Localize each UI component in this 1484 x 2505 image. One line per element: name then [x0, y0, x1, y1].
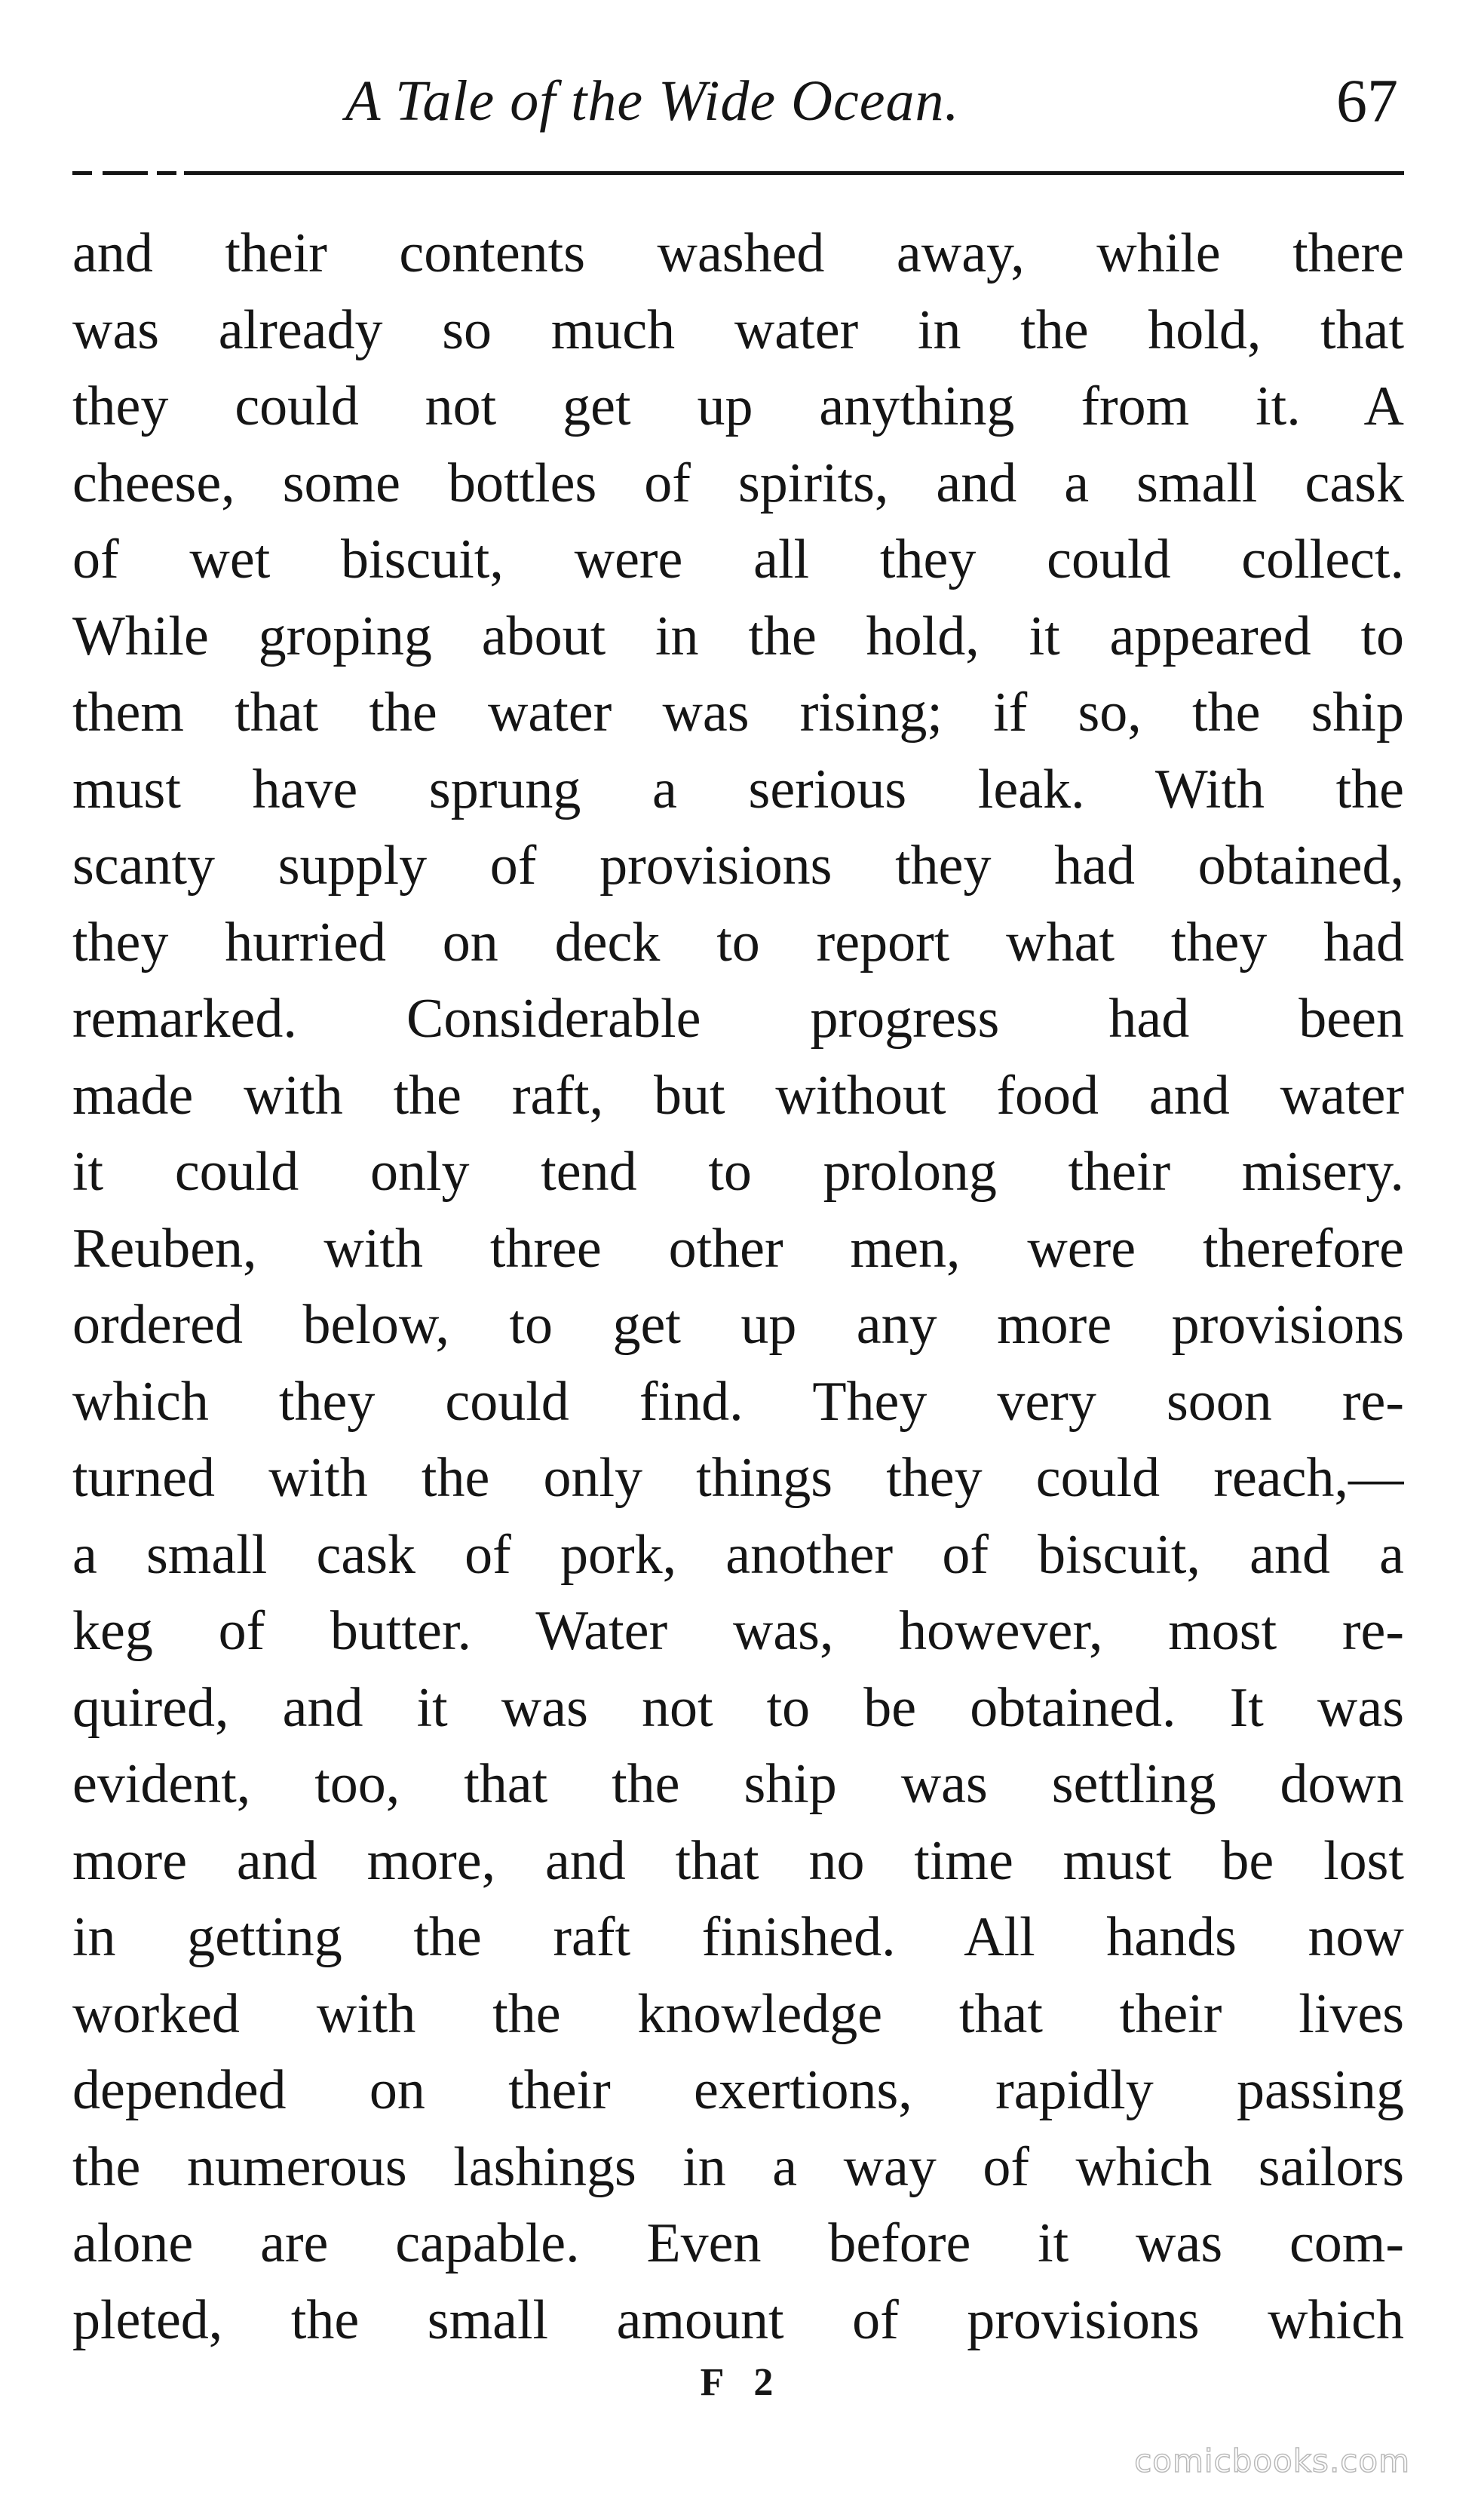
text-line: quired, and it was not to be obtained. It was [72, 1676, 1404, 1739]
running-title: A Tale of the Wide Ocean. [345, 69, 960, 133]
text-line: was already so much water in the hold, that [72, 299, 1404, 361]
header-rule [72, 171, 1404, 175]
text-line: them that the water was rising; if so, the ship [72, 682, 1404, 744]
text-line: of wet biscuit, were all they could collect. [72, 529, 1404, 590]
page-number: 67 [1336, 66, 1398, 135]
text-line: which they could find. They very soon re- [72, 1370, 1404, 1433]
watermark: comicbooks.com [1134, 2442, 1410, 2479]
signature-mark: F 2 [700, 2361, 784, 2404]
text-line: they hurried on deck to report what they had [72, 911, 1404, 973]
text-line: scanty supply of provisions they had obtained, [72, 835, 1404, 897]
text-line: must have sprung a serious leak. With the [72, 758, 1404, 820]
text-line: made with the raft, but without food and water [72, 1064, 1404, 1127]
text-line: Reuben, with three other men, were therefore [72, 1217, 1404, 1280]
text-line: remarked. Considerable progress had been [72, 988, 1404, 1050]
page-header [72, 56, 1403, 154]
text-line: ordered below, to get up any more provisions [72, 1294, 1404, 1356]
text-line: in getting the raft finished. All hands now [72, 1906, 1404, 1968]
body-text [72, 216, 1404, 2359]
text-line: evident, too, that the ship was settling down [72, 1753, 1404, 1815]
text-line: more and more, and that no time must be lost [72, 1829, 1404, 1892]
text-line: they could not get up anything from it. A [72, 376, 1404, 437]
text-line: the numerous lashings in a way of which sailors [72, 2136, 1404, 2198]
text-line: it could only tend to prolong their misery. [72, 1141, 1404, 1203]
text-line: While groping about in the hold, it appeared to [72, 605, 1404, 667]
text-line: alone are capable. Even before it was com- [72, 2212, 1404, 2274]
text-line: depended on their exertions, rapidly passing [72, 2059, 1404, 2121]
text-line: pleted, the small amount of provisions which [72, 2289, 1404, 2351]
text-line: a small cask of pork, another of biscuit, and a [72, 1523, 1404, 1586]
text-line: cheese, some bottles of spirits, and a small cask [72, 452, 1404, 514]
text-line: turned with the only things they could reach,— [72, 1447, 1404, 1509]
text-line: and their contents washed away, while there [72, 222, 1404, 284]
text-line: worked with the knowledge that their lives [72, 1982, 1404, 2045]
text-line: keg of butter. Water was, however, most re- [72, 1600, 1404, 1662]
